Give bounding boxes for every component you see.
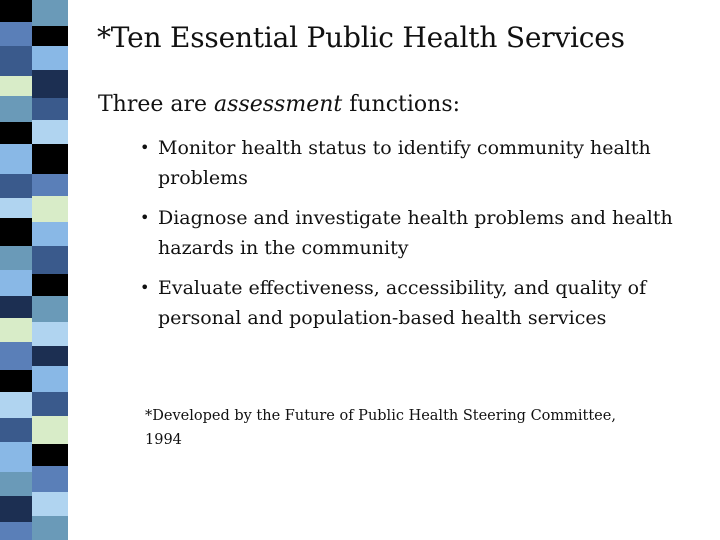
stripe-block: [0, 198, 32, 218]
stripe-block: [32, 120, 68, 144]
stripe-block: [0, 22, 32, 46]
stripe-block: [32, 492, 68, 516]
stripe-block: [0, 442, 32, 472]
stripe-block: [0, 46, 32, 76]
bullet-dot: •: [140, 208, 150, 227]
stripe-block: [32, 26, 68, 46]
stripe-block: [32, 246, 68, 274]
bullet-text: Evaluate effectiveness, accessibility, and quality of personal and population-based health services: [158, 277, 647, 329]
stripe-block: [0, 96, 32, 122]
stripe-block: [32, 174, 68, 196]
stripe-block: [32, 444, 68, 466]
slide-subtitle: [98, 88, 460, 122]
subtitle-suffix: functions:: [342, 92, 461, 117]
bullet-dot: •: [140, 278, 150, 297]
stripe-block: [0, 370, 32, 392]
stripe-block: [0, 418, 32, 442]
stripe-block: [32, 0, 68, 26]
stripe-block: [0, 174, 32, 198]
stripe-block: [32, 274, 68, 296]
stripe-column-right: [32, 0, 68, 540]
bullet-text: Diagnose and investigate health problems and health hazards in the community: [158, 207, 673, 259]
stripe-block: [32, 366, 68, 392]
stripe-block: [32, 296, 68, 322]
stripe-block: [32, 144, 68, 174]
bullet-item: [140, 273, 710, 333]
stripe-block: [0, 76, 32, 96]
stripe-block: [0, 144, 32, 174]
stripe-block: [32, 196, 68, 222]
bullet-list: [140, 133, 710, 343]
stripe-block: [32, 70, 68, 98]
subtitle-emphasis: assessment: [214, 92, 343, 117]
stripe-block: [0, 270, 32, 296]
stripe-block: [32, 322, 68, 346]
stripe-block: [32, 392, 68, 416]
decorative-stripe-border: [0, 0, 68, 540]
stripe-block: [0, 122, 32, 144]
stripe-column-left: [0, 0, 32, 540]
subtitle-prefix: Three are: [98, 92, 215, 117]
stripe-block: [0, 296, 32, 318]
stripe-block: [0, 342, 32, 370]
stripe-block: [0, 392, 32, 418]
bullet-text: Monitor health status to identify community health problems: [158, 137, 651, 189]
stripe-block: [32, 516, 68, 540]
stripe-block: [0, 246, 32, 270]
stripe-block: [32, 416, 68, 444]
stripe-block: [0, 496, 32, 522]
bullet-item: [140, 133, 710, 193]
bullet-dot: •: [140, 138, 150, 157]
stripe-block: [32, 222, 68, 246]
slide-title: *Ten Essential Public Health Services: [97, 21, 625, 54]
stripe-block: [0, 318, 32, 342]
stripe-block: [0, 472, 32, 496]
stripe-block: [32, 346, 68, 366]
stripe-block: [32, 46, 68, 70]
stripe-block: [32, 466, 68, 492]
stripe-block: [32, 98, 68, 120]
stripe-block: [0, 0, 32, 22]
stripe-block: [0, 218, 32, 246]
footnote: *Developed by the Future of Public Health Steering Committee, 1994: [145, 408, 616, 448]
bullet-item: [140, 203, 710, 263]
stripe-block: [0, 522, 32, 540]
